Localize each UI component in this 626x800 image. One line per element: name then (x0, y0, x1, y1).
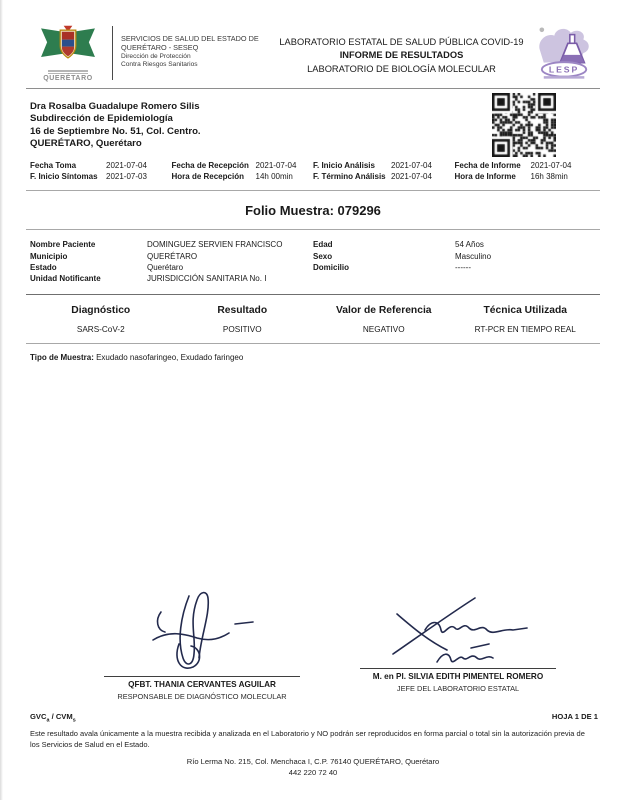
patient-field-label: Nombre Paciente (30, 240, 96, 250)
patient-info-right (313, 239, 596, 284)
results-header: Valor de Referencia (335, 305, 432, 317)
lesp-logo (532, 24, 598, 85)
report-title-line1: LABORATORIO ESTATAL DE SALUD PÚBLICA COVID-19 (279, 37, 524, 47)
dates-group-toma (30, 161, 172, 183)
date-value: 2021-07-04 (391, 160, 432, 170)
date-label: Fecha de Informe (454, 160, 521, 170)
dates-group-informe (455, 161, 597, 183)
signature-block-responsable (92, 588, 312, 701)
date-label: F. Inicio Síntomas (30, 171, 98, 181)
signatory-name: QFBT. THANIA CERVANTES AGUILAR (128, 680, 276, 689)
date-value: 16h 38min (530, 171, 568, 181)
patient-field-value: DOMINGUEZ SERVIEN FRANCISCO (147, 240, 283, 250)
results-col-referencia (313, 305, 455, 334)
lab-address: Río Lerma No. 215, Col. Menchaca I, C.P. 76140 QUERÉTARO, Querétaro (186, 757, 440, 766)
results-value: NEGATIVO (362, 325, 405, 335)
patient-field-label: Sexo (313, 251, 333, 261)
addressee-street: 16 de Septiembre No. 51, Col. Centro. (30, 125, 201, 137)
org-line: QUERÉTARO - SESEQ (121, 43, 199, 53)
addressee-city: QUERÉTARO, Querétaro (30, 138, 142, 150)
patient-field-value: Masculino (455, 251, 492, 261)
patient-field-value: Querétaro (147, 262, 184, 272)
results-col-resultado (172, 305, 314, 334)
date-value: 2021-07-04 (106, 160, 147, 170)
patient-field-label: Edad (313, 240, 333, 250)
patient-field-value: JURISDICCIÓN SANITARIA No. I (147, 274, 267, 284)
coat-of-arms-icon (37, 24, 99, 64)
queretaro-coat-of-arms (30, 24, 106, 82)
document-code: $GVC_a / CVM_s$ (30, 712, 76, 724)
patient-field-label: Unidad Notificante (30, 274, 101, 284)
date-label: Fecha Toma (30, 160, 77, 170)
qr-code (492, 93, 556, 157)
report-title-line3: LABORATORIO DE BIOLOGÍA MOLECULAR (307, 63, 496, 74)
signature-line (104, 676, 300, 677)
lab-phone: 442 220 72 40 (288, 767, 338, 777)
signatory-title: JEFE DEL LABORATORIO ESTATAL (396, 683, 520, 693)
patient-field-label: Municipio (30, 251, 68, 261)
results-value: SARS-CoV-2 (76, 325, 125, 335)
date-value: 2021-07-04 (255, 160, 297, 170)
lesp-flask-icon (534, 24, 596, 80)
patient-info (0, 230, 626, 294)
patient-field-label: Domicilio (313, 262, 350, 272)
results-value: POSITIVO (222, 325, 262, 335)
results-header: Resultado (217, 305, 268, 317)
sample-type (0, 344, 626, 362)
report-title-block (271, 24, 532, 76)
lesp-label: LESP (548, 64, 580, 75)
sample-type-label: Tipo de Muestra: (30, 353, 94, 363)
report-header (0, 0, 626, 88)
signature-block-jefe (348, 588, 568, 693)
date-label: F. Inicio Análisis (313, 160, 375, 170)
patient-field-value: 54 Años (455, 240, 484, 250)
date-label: Hora de Recepción (171, 171, 244, 181)
date-value: 2021-07-04 (391, 171, 432, 181)
org-line: Contra Riesgos Sanitarios (121, 61, 198, 69)
signature-scribble-icon (117, 588, 287, 674)
addressee-name: Dra Rosalba Guadalupe Romero Silis (30, 101, 200, 112)
date-label: F. Término Análisis (313, 171, 386, 181)
footer-meta (30, 712, 598, 724)
folio-number: 079296 (337, 203, 381, 219)
disclaimer-text: Este resultado avala únicamente a la muestra recibida y analizada en el Laboratorio y NO podrán ser reproducidos en forma parcial o total sin la autorización previa de los Servicios de Salud en el Estado. (30, 729, 585, 749)
org-description (121, 24, 271, 69)
signatory-name: M. en Pl. SILVIA EDITH PIMENTEL ROMERO (372, 672, 544, 681)
org-tagline-decoration (48, 70, 88, 74)
folio-label: Folio Muestra: (245, 203, 334, 219)
results-header: Técnica Utilizada (483, 305, 568, 317)
date-label: Fecha de Recepción (171, 160, 249, 170)
sample-type-value: Exudado nasofaringeo, Exudado faringeo (93, 353, 244, 363)
patient-field-value: QUERÉTARO (147, 251, 198, 261)
addressee-department: Subdirección de Epidemiología (30, 113, 173, 125)
dates-group-recepcion (172, 161, 314, 183)
signature-line (360, 668, 556, 669)
patient-field-label: Estado (30, 262, 57, 272)
results-col-diagnostico (30, 305, 172, 334)
date-label: Hora de Informe (454, 171, 516, 181)
signature-scribble-icon (363, 588, 553, 668)
sheet-number: HOJA 1 DE 1 (551, 712, 598, 721)
org-line: SERVICIOS DE SALUD DEL ESTADO DE (121, 34, 259, 43)
patient-field-value: ------ (455, 262, 471, 272)
results-header: Diagnóstico (71, 305, 131, 317)
folio-heading (0, 191, 626, 229)
date-value: 14h 00min (255, 171, 293, 181)
report-title-line2: INFORME DE RESULTADOS (339, 50, 464, 61)
dates-group-analisis (313, 161, 455, 183)
date-value: 2021-07-03 (106, 171, 147, 181)
results-value: RT-PCR EN TIEMPO REAL (474, 325, 576, 335)
patient-info-left (30, 239, 313, 284)
date-value: 2021-07-04 (530, 160, 572, 170)
org-name: QUERÉTARO (43, 75, 93, 82)
results-table (0, 295, 626, 334)
lab-address-footer (0, 757, 626, 778)
signatory-title: RESPONSABLE DE DIAGNÓSTICO MOLECULAR (117, 691, 287, 701)
header-divider (112, 26, 113, 80)
org-line: Dirección de Protección (121, 52, 191, 60)
results-col-tecnica (455, 305, 597, 334)
